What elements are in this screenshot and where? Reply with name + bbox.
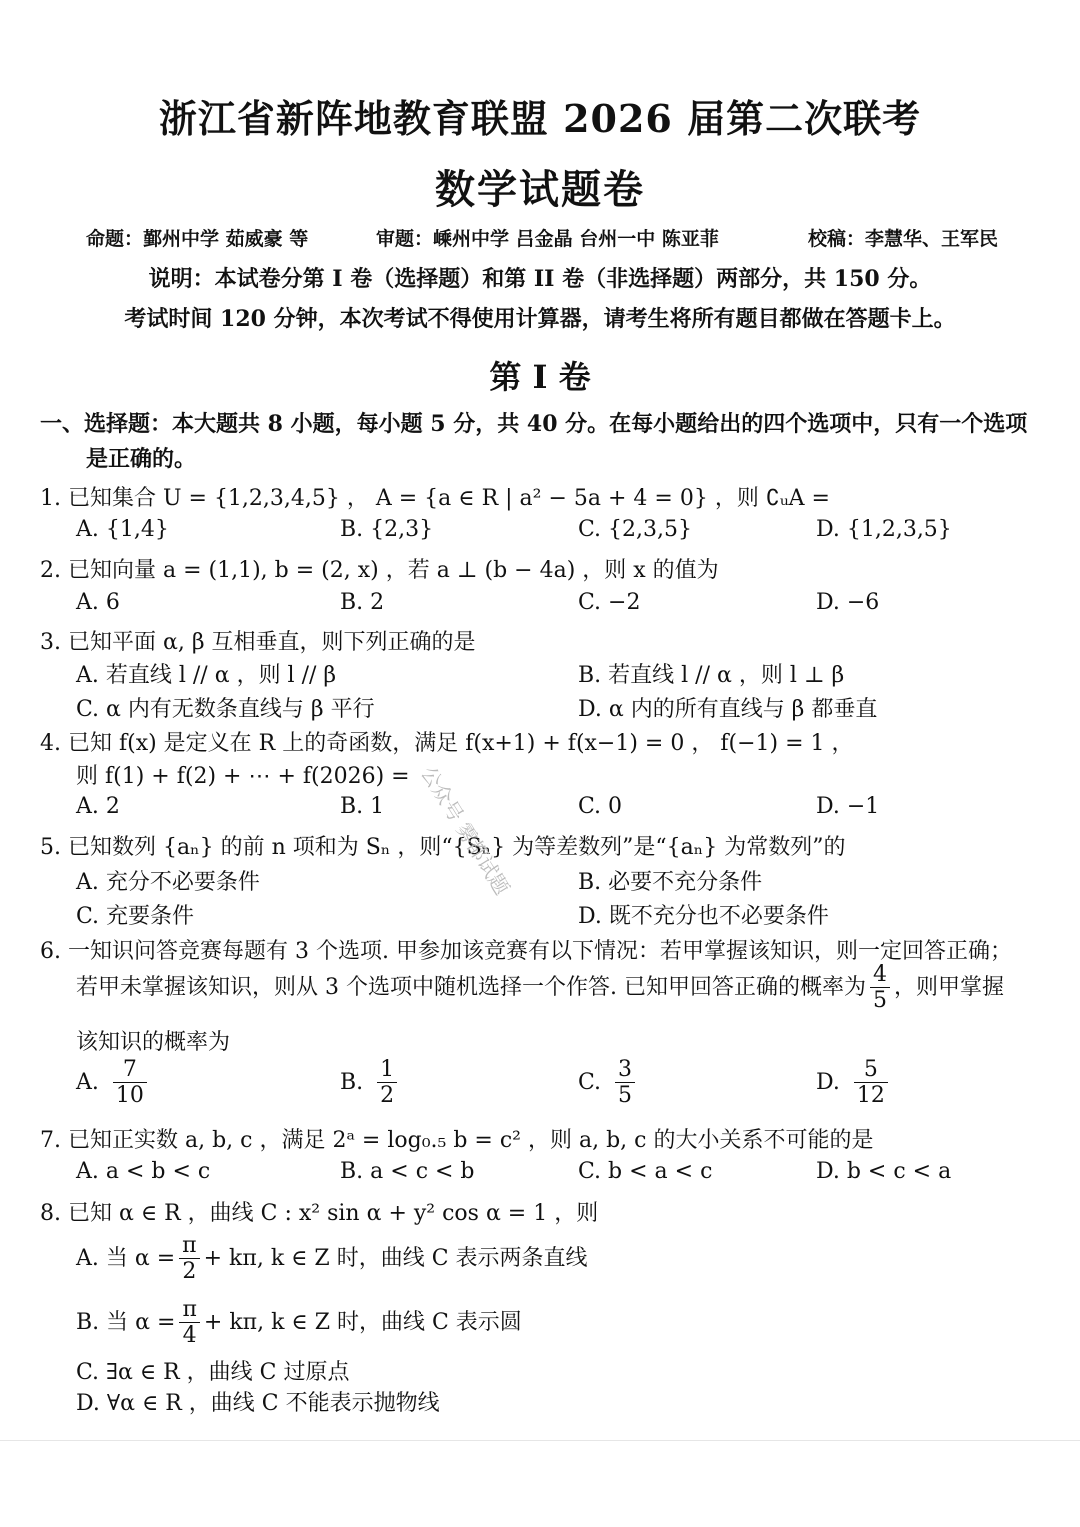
page-divider — [0, 1440, 1080, 1441]
question-7-option-c[interactable]: C. b < a < c — [578, 1159, 713, 1184]
question-3-option-d[interactable]: D. α 内的所有直线与 β 都垂直 — [578, 697, 878, 722]
question-6-stem-cont-text: 若甲未掌握该知识，则从 3 个选项中随机选择一个作答. 已知甲回答正确的概率为 — [76, 974, 866, 1000]
exam-note-1: 说明：本试卷分第 I 卷（选择题）和第 II 卷（非选择题）两部分，共 150 分。 — [148, 266, 932, 292]
option-fraction — [615, 1057, 635, 1109]
question-4-option-c[interactable]: C. 0 — [578, 794, 623, 819]
fraction-denominator: 5 — [872, 988, 887, 1014]
question-2-option-a[interactable]: A. 6 — [76, 590, 120, 615]
fraction-numerator: 4 — [870, 962, 890, 988]
option-prefix: B. 当 α = — [76, 1309, 176, 1335]
question-2-option-b[interactable]: B. 2 — [340, 590, 385, 615]
fraction-numerator: π — [179, 1297, 199, 1323]
fraction-denominator: 2 — [380, 1083, 395, 1109]
option-prefix: A. 当 α = — [76, 1245, 176, 1271]
question-6-stem: 6. 一知识问答竞赛每题有 3 个选项. 甲参加该竞赛有以下情况：若甲掌握该知识，则一定回答正确； — [40, 939, 1012, 964]
question-6-stem-end: 该知识的概率为 — [76, 1030, 231, 1055]
question-5-option-b[interactable]: B. 必要不充分条件 — [578, 870, 763, 895]
part-intro-cont: 是正确的。 — [86, 446, 197, 472]
fraction-denominator: 4 — [182, 1323, 197, 1349]
question-7-option-d[interactable]: D. b < c < a — [816, 1159, 952, 1184]
question-6-option-d[interactable] — [816, 1057, 892, 1109]
angle-fraction — [179, 1297, 199, 1349]
question-4-stem: 4. 已知 f(x) 是定义在 R 上的奇函数，满足 f(x+1) + f(x−1) = 0 ， f(−1) = 1 ， — [40, 731, 854, 756]
question-4-option-a[interactable]: A. 2 — [76, 794, 120, 819]
question-5-stem: 5. 已知数列 {aₙ} 的前 n 项和为 Sₙ ，则“{Sₙ} 为等差数列”是“{aₙ} 为常数列”的 — [40, 835, 846, 860]
watermark-text: 公众号 雾都试题 — [416, 762, 515, 899]
question-1-option-a[interactable]: A. {1,4} — [76, 517, 169, 542]
question-4-option-d[interactable]: D. −1 — [816, 794, 880, 819]
question-8-option-c[interactable]: C. ∃α ∈ R ，曲线 C 过原点 — [76, 1360, 350, 1385]
question-3-stem: 3. 已知平面 α, β 互相垂直，则下列正确的是 — [40, 630, 476, 655]
option-label: D. — [816, 1069, 840, 1095]
question-6-stem-cont — [76, 962, 1004, 1014]
option-fraction — [854, 1057, 888, 1109]
question-1-option-d[interactable]: D. {1,2,3,5} — [816, 517, 952, 542]
question-8-option-b[interactable] — [76, 1297, 522, 1349]
question-8-stem: 8. 已知 α ∈ R ，曲线 C : x² sin α + y² cos α = 1 ，则 — [40, 1201, 599, 1226]
exam-subtitle: 数学试题卷 — [435, 166, 645, 213]
question-6-option-c[interactable] — [578, 1057, 639, 1109]
question-3-option-a[interactable]: A. 若直线 l // α ，则 l // β — [76, 663, 337, 688]
fraction-numerator: 1 — [377, 1057, 397, 1083]
option-suffix: + kπ, k ∈ Z 时，曲线 C 表示两条直线 — [203, 1245, 588, 1271]
exam-title: 浙江省新阵地教育联盟 2026 届第二次联考 — [158, 96, 922, 141]
question-5-option-d[interactable]: D. 既不充分也不必要条件 — [578, 904, 829, 929]
question-7-stem: 7. 已知正实数 a, b, c ，满足 2ᵃ = log₀.₅ b = c² ，则 a, b, c 的大小关系不可能的是 — [40, 1128, 874, 1153]
question-2-option-c[interactable]: C. −2 — [578, 590, 641, 615]
option-fraction — [377, 1057, 397, 1109]
option-label: C. — [578, 1069, 602, 1095]
question-3-option-c[interactable]: C. α 内有无数条直线与 β 平行 — [76, 697, 375, 722]
credit-proofread: 校稿：李慧华、王军民 — [808, 228, 999, 250]
angle-fraction — [179, 1233, 199, 1285]
question-4-option-b[interactable]: B. 1 — [340, 794, 385, 819]
fraction-denominator: 5 — [618, 1083, 633, 1109]
section-title: 第 I 卷 — [489, 358, 591, 396]
option-suffix: + kπ, k ∈ Z 时，曲线 C 表示圆 — [203, 1309, 522, 1335]
question-8-option-d[interactable]: D. ∀α ∈ R ，曲线 C 不能表示抛物线 — [76, 1391, 440, 1416]
probability-fraction — [870, 962, 890, 1014]
question-3-option-b[interactable]: B. 若直线 l // α ，则 l ⊥ β — [578, 663, 845, 688]
question-7-option-a[interactable]: A. a < b < c — [76, 1159, 211, 1184]
option-label: B. — [340, 1069, 364, 1095]
fraction-numerator: 7 — [113, 1057, 147, 1083]
fraction-denominator: 10 — [115, 1083, 144, 1109]
fraction-denominator: 12 — [856, 1083, 885, 1109]
option-label: A. — [76, 1069, 99, 1095]
fraction-numerator: π — [179, 1233, 199, 1259]
question-5-option-a[interactable]: A. 充分不必要条件 — [76, 870, 260, 895]
question-2-option-d[interactable]: D. −6 — [816, 590, 880, 615]
question-6-stem-cont-tail: ，则甲掌握 — [893, 974, 1004, 1000]
question-2-stem: 2. 已知向量 a = (1,1), b = (2, x) ，若 a ⊥ (b − 4a) ，则 x 的值为 — [40, 558, 719, 583]
credit-author: 命题：鄞州中学 茹威豪 等 — [86, 228, 309, 250]
question-7-option-b[interactable]: B. a < c < b — [340, 1159, 475, 1184]
question-1-option-b[interactable]: B. {2,3} — [340, 517, 434, 542]
fraction-numerator: 5 — [854, 1057, 888, 1083]
question-6-option-a[interactable] — [76, 1057, 151, 1109]
question-1-stem: 1. 已知集合 U = {1,2,3,4,5} ， A = {a ∈ R | a² − 5a + 4 = 0} ，则 ∁ᵤA = — [40, 486, 830, 511]
exam-note-2: 考试时间 120 分钟，本次考试不得使用计算器，请考生将所有题目都做在答题卡上。 — [124, 306, 956, 332]
question-4-stem-cont: 则 f(1) + f(2) + ⋯ + f(2026) = — [76, 764, 410, 789]
fraction-numerator: 3 — [615, 1057, 635, 1083]
part-intro: 一、选择题：本大题共 8 小题，每小题 5 分，共 40 分。在每小题给出的四个选项中，只有一个选项 — [40, 411, 1028, 437]
question-6-option-b[interactable] — [340, 1057, 401, 1109]
fraction-denominator: 2 — [182, 1259, 197, 1285]
credit-review: 审题：嵊州中学 吕金晶 台州一中 陈亚菲 — [376, 228, 719, 250]
option-fraction — [113, 1057, 147, 1109]
question-8-option-a[interactable] — [76, 1233, 588, 1285]
question-1-option-c[interactable]: C. {2,3,5} — [578, 517, 693, 542]
question-5-option-c[interactable]: C. 充要条件 — [76, 904, 195, 929]
